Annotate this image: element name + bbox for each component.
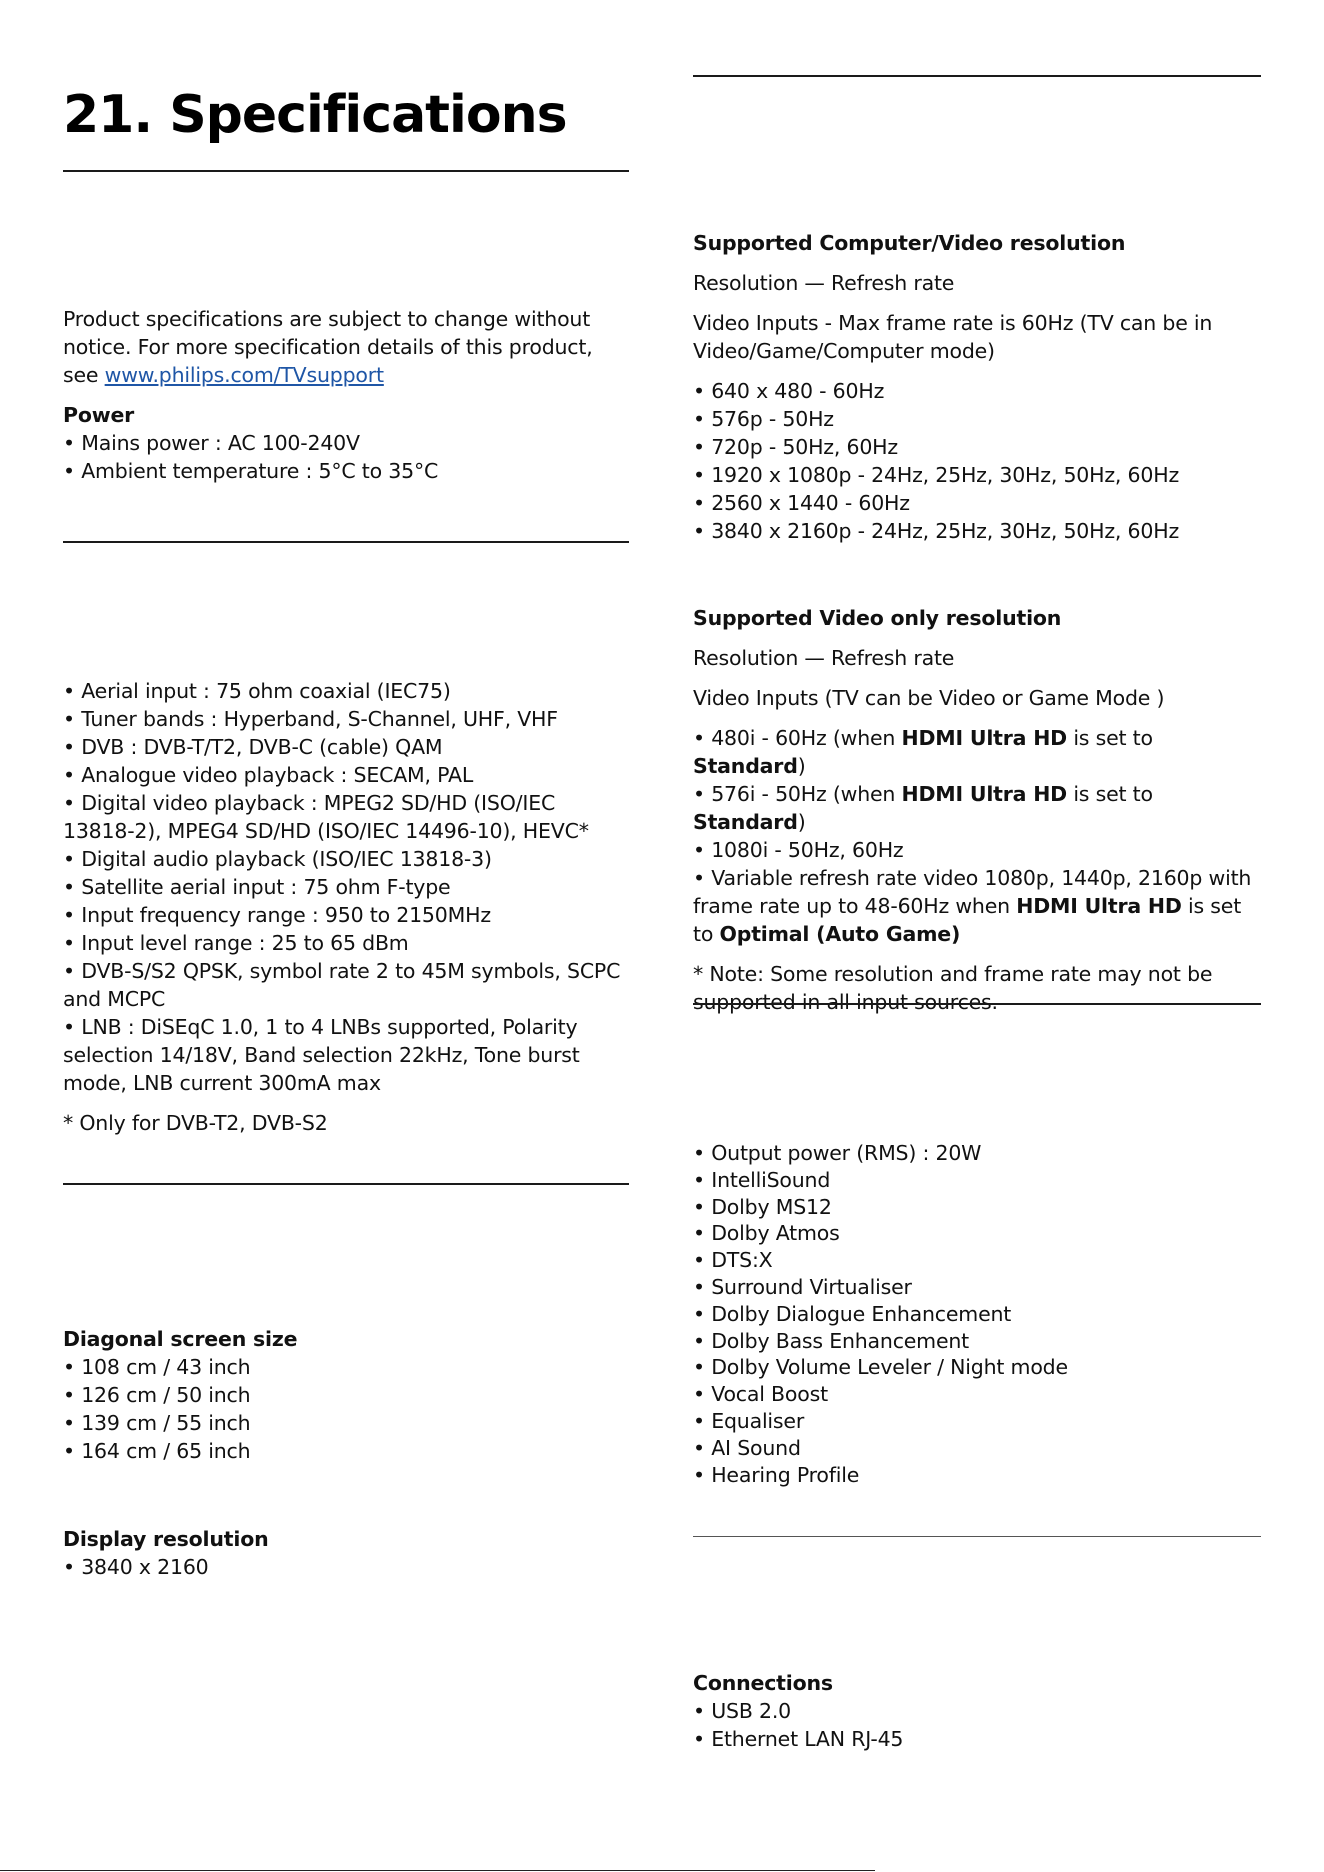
intro-section xyxy=(63,305,629,485)
item-text: is set to xyxy=(1067,726,1153,750)
list-item xyxy=(693,780,1261,836)
section-divider xyxy=(63,541,629,543)
footer-divider xyxy=(0,1870,875,1871)
list-item: • IntelliSound xyxy=(693,1167,1261,1194)
sound-list xyxy=(693,1140,1261,1488)
list-item: • 1920 x 1080p - 24Hz, 25Hz, 30Hz, 50Hz, 60Hz xyxy=(693,461,1261,489)
connections-list xyxy=(693,1697,1261,1753)
list-item: • Digital audio playback (ISO/IEC 13818-3) xyxy=(63,845,629,873)
list-item: • Ethernet LAN RJ-45 xyxy=(693,1725,1261,1753)
item-text: is set to xyxy=(1067,782,1153,806)
list-item: • Vocal Boost xyxy=(693,1381,1261,1408)
connections-section xyxy=(693,1669,1261,1753)
display-resolution-heading: Display resolution xyxy=(63,1527,269,1551)
video-only-list xyxy=(693,724,1261,948)
computer-video-list xyxy=(693,377,1261,545)
list-item: • DVB-S/S2 QPSK, symbol rate 2 to 45M symbols, SCPC and MCPC xyxy=(63,957,629,1013)
item-emphasis: HDMI Ultra HD xyxy=(901,782,1067,806)
list-item: • Mains power : AC 100-240V xyxy=(63,429,629,457)
list-item: • Aerial input : 75 ohm coaxial (IEC75) xyxy=(63,677,629,705)
list-item: • Satellite aerial input : 75 ohm F-type xyxy=(63,873,629,901)
list-item: • DTS:X xyxy=(693,1247,1261,1274)
video-only-subheading: Resolution — Refresh rate xyxy=(693,646,955,670)
item-emphasis: Standard xyxy=(693,810,798,834)
list-item: • 720p - 50Hz, 60Hz xyxy=(693,433,1261,461)
list-item: • Ambient temperature : 5°C to 35°C xyxy=(63,457,629,485)
list-item: • Hearing Profile xyxy=(693,1462,1261,1489)
list-item: • 576p - 50Hz xyxy=(693,405,1261,433)
video-only-section xyxy=(693,604,1261,1016)
list-item: • Input frequency range : 950 to 2150MHz xyxy=(63,901,629,929)
list-item: • 3840 x 2160p - 24Hz, 25Hz, 30Hz, 50Hz, 60Hz xyxy=(693,517,1261,545)
list-item: • Surround Virtualiser xyxy=(693,1274,1261,1301)
display-section xyxy=(63,1325,629,1465)
list-item: • 2560 x 1440 - 60Hz xyxy=(693,489,1261,517)
list-item xyxy=(693,724,1261,780)
list-item: • 126 cm / 50 inch xyxy=(63,1381,629,1409)
section-divider xyxy=(63,170,629,172)
list-item: • LNB : DiSEqC 1.0, 1 to 4 LNBs supported, Polarity selection 14/18V, Band selection 22kHz, Tone burst mode, LNB current 300mA max xyxy=(63,1013,629,1097)
item-text: ) xyxy=(797,754,806,778)
item-emphasis: Standard xyxy=(693,754,798,778)
section-divider xyxy=(693,1003,1261,1005)
list-item: • 640 x 480 - 60Hz xyxy=(693,377,1261,405)
list-item: • USB 2.0 xyxy=(693,1697,1261,1725)
video-only-heading: Supported Video only resolution xyxy=(693,606,1062,630)
page-title: 21. Specifications xyxy=(63,85,567,145)
sound-section xyxy=(693,1140,1261,1488)
reception-section xyxy=(63,677,629,1137)
power-list xyxy=(63,429,629,485)
computer-video-subheading: Resolution — Refresh rate xyxy=(693,271,955,295)
item-text: is set to xyxy=(693,894,1242,946)
reception-note: * Only for DVB-T2, DVB-S2 xyxy=(63,1111,328,1135)
video-only-note: * Note: Some resolution and frame rate may not be supported in all input sources. xyxy=(693,962,1213,1014)
item-text: ) xyxy=(797,810,806,834)
display-resolution-list xyxy=(63,1553,629,1581)
power-heading: Power xyxy=(63,403,135,427)
list-item: • AI Sound xyxy=(693,1435,1261,1462)
reception-list xyxy=(63,677,629,1097)
list-item: • Output power (RMS) : 20W xyxy=(693,1140,1261,1167)
display-resolution-section xyxy=(63,1525,629,1581)
section-divider xyxy=(63,1183,629,1185)
list-item: • Tuner bands : Hyperband, S-Channel, UHF, VHF xyxy=(63,705,629,733)
list-item: • Dolby Volume Leveler / Night mode xyxy=(693,1354,1261,1381)
item-text: Variable refresh rate video 1080p, 1440p, 2160p with frame rate up to 48-60Hz when xyxy=(693,866,1252,918)
list-item: • 164 cm / 65 inch xyxy=(63,1437,629,1465)
item-text: 576i - 50Hz (when xyxy=(711,782,902,806)
item-emphasis: HDMI Ultra HD xyxy=(1016,894,1182,918)
list-item: • 108 cm / 43 inch xyxy=(63,1353,629,1381)
diagonal-heading: Diagonal screen size xyxy=(63,1327,298,1351)
intro-paragraph: Product specifications are subject to change without notice. For more specification details of this product, see xyxy=(63,307,593,387)
section-divider xyxy=(693,75,1261,77)
list-item: • 1080i - 50Hz, 60Hz xyxy=(693,836,1261,864)
section-divider xyxy=(693,1536,1261,1537)
item-emphasis: Optimal (Auto Game) xyxy=(719,922,961,946)
computer-video-inputs: Video Inputs - Max frame rate is 60Hz (TV can be in Video/Game/Computer mode) xyxy=(693,311,1213,363)
list-item: • 3840 x 2160 xyxy=(63,1553,629,1581)
intro-text xyxy=(63,305,629,389)
list-item: • Digital video playback : MPEG2 SD/HD (ISO/IEC 13818-2), MPEG4 SD/HD (ISO/IEC 14496-10), HEVC* xyxy=(63,789,629,845)
list-item: • Dolby Bass Enhancement xyxy=(693,1328,1261,1355)
list-item: • Input level range : 25 to 65 dBm xyxy=(63,929,629,957)
computer-video-section xyxy=(693,229,1261,545)
list-item: • DVB : DVB-T/T2, DVB-C (cable) QAM xyxy=(63,733,629,761)
support-link[interactable]: www.philips.com/TVsupport xyxy=(104,363,384,387)
list-item: • Equaliser xyxy=(693,1408,1261,1435)
list-item: • 139 cm / 55 inch xyxy=(63,1409,629,1437)
computer-video-heading: Supported Computer/Video resolution xyxy=(693,231,1126,255)
list-item: • Dolby Dialogue Enhancement xyxy=(693,1301,1261,1328)
item-emphasis: HDMI Ultra HD xyxy=(901,726,1067,750)
diagonal-list xyxy=(63,1353,629,1465)
list-item xyxy=(693,864,1261,948)
connections-heading: Connections xyxy=(693,1671,833,1695)
item-text: 480i - 60Hz (when xyxy=(711,726,902,750)
list-item: • Dolby MS12 xyxy=(693,1194,1261,1221)
video-only-inputs: Video Inputs (TV can be Video or Game Mode ) xyxy=(693,686,1165,710)
list-item: • Analogue video playback : SECAM, PAL xyxy=(63,761,629,789)
list-item: • Dolby Atmos xyxy=(693,1220,1261,1247)
